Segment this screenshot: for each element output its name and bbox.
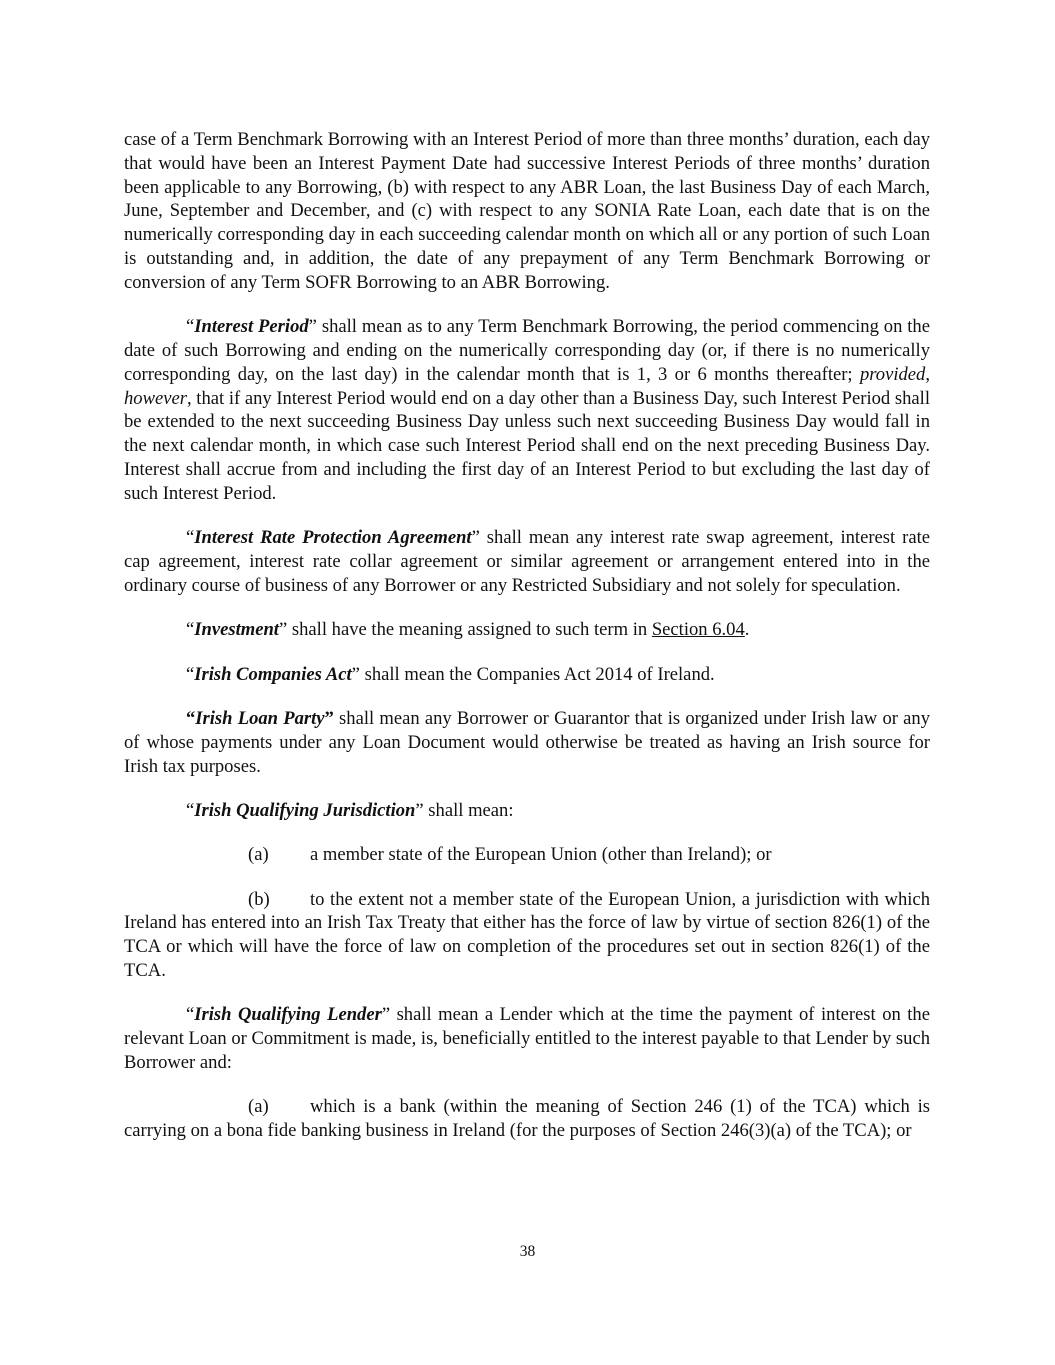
defined-term: Interest Period	[194, 316, 309, 338]
defined-term: Interest Rate Protection Agreement	[194, 527, 472, 549]
definition-investment	[124, 618, 930, 642]
close-quote: ”	[308, 316, 317, 338]
definition-irish-qualifying-jurisdiction	[124, 799, 930, 823]
definition-text: shall have the meaning assigned to such term in	[287, 619, 652, 641]
close-quote: ”	[351, 663, 360, 685]
definition-text: shall mean:	[423, 799, 514, 821]
definition-text: shall mean a Lender which at the time the payment of interest on the relevant Loan or Commitment is made, is, beneficially entitled to the interest payable to that Lender by such Borrower and:	[124, 1004, 931, 1074]
definition-text-continued: , that if any Interest Period would end on a day other than a Business Day, such Interest Period shall be extended to the next succeeding Business Day unless such next succeeding Business Day would fall in the next calendar month, in which case such Interest Period shall end on the next preceding Business Day. Interest shall accrue from and including the first day of an Interest Period to but excluding the last day of such Interest Period.	[124, 387, 930, 504]
open-quote: “	[186, 707, 196, 729]
clause-label: (b)	[248, 888, 270, 910]
close-quote: ”	[415, 799, 424, 821]
definition-text: shall mean as to any Term Benchmark Borrowing, the period commencing on the date of such Borrowing and ending on the numerically corresponding day (or, if there is no numerically corresponding day, on the last day) in the calendar month that is 1, 3 or 6 months thereafter;	[124, 316, 930, 385]
clause-text: which is a bank (within the meaning of Section 246 (1) of the TCA) which is carrying on a bona fide banking business in Ireland (for the purposes of Section 246(3)(a) of the TCA); or	[124, 1096, 930, 1142]
clause-b-jurisdiction	[124, 888, 930, 983]
definition-interest-rate-protection-agreement	[124, 526, 930, 597]
close-quote: ”	[381, 1004, 391, 1026]
italic-however: however	[124, 387, 187, 409]
open-quote: “	[186, 799, 195, 821]
close-quote: ”	[471, 527, 480, 549]
clause-text: a member state of the European Union (other than Ireland); or	[310, 844, 772, 866]
defined-term: Irish Loan Party	[195, 707, 325, 729]
close-quote: ”	[278, 619, 288, 641]
period: .	[744, 619, 750, 641]
clause-a-lender	[124, 1095, 930, 1143]
clause-a-jurisdiction	[124, 843, 930, 867]
defined-term: Irish Companies Act	[194, 663, 352, 685]
definition-text: shall mean any interest rate swap agreement, interest rate cap agreement, interest rate collar agreement or similar agreement or arrangement entered into in the ordinary course of business of any Borrower or any Restricted Subsidiary and not solely for speculation.	[124, 527, 930, 596]
close-quote: ”	[324, 707, 334, 729]
comma: ,	[925, 363, 930, 385]
section-reference-link[interactable]: Section 6.04	[651, 619, 745, 641]
definition-irish-qualifying-lender	[124, 1003, 930, 1074]
defined-term: Investment	[194, 619, 279, 641]
clause-text: to the extent not a member state of the European Union, a jurisdiction with which Ireland has entered into an Irish Tax Treaty that either has the force of law by virtue of section 826(1) of the TCA or which will have the force of law on completion of the procedures set out in section 826(1) of the TCA.	[124, 888, 930, 982]
open-quote: “	[186, 663, 195, 685]
open-quote: “	[186, 527, 195, 549]
paragraph-interest-payment-date-continued: case of a Term Benchmark Borrowing with an Interest Period of more than three months’ duration, each day that would have been an Interest Payment Date had successive Interest Periods of three months’ duration been applicable to any Borrowing, (b) with respect to any ABR Loan, the last Business Day of each March, June, September and December, and (c) with respect to any SONIA Rate Loan, each date that is on the numerically corresponding day in each succeeding calendar month on which all or any portion of such Loan is outstanding and, in addition, the date of any prepayment of any Term Benchmark Borrowing or conversion of any Term SOFR Borrowing to an ABR Borrowing.	[124, 129, 930, 293]
defined-term: Irish Qualifying Lender	[194, 1004, 382, 1026]
open-quote: “	[186, 316, 195, 338]
definition-irish-loan-party	[124, 707, 930, 778]
page-number: 38	[519, 1243, 536, 1260]
italic-provided: provided	[859, 363, 926, 385]
open-quote: “	[186, 1004, 195, 1026]
definition-interest-period	[124, 315, 930, 505]
definition-irish-companies-act	[124, 663, 930, 687]
definition-text: shall mean the Companies Act 2014 of Ireland.	[359, 663, 715, 685]
clause-label: (a)	[248, 844, 269, 866]
document-page	[124, 128, 930, 1164]
defined-term: Irish Qualifying Jurisdiction	[194, 799, 416, 821]
open-quote: “	[186, 619, 195, 641]
clause-label: (a)	[248, 1096, 269, 1118]
definition-text: shall mean any Borrower or Guarantor that is organized under Irish law or any of whose payments under any Loan Document would otherwise be treated as having an Irish source for Irish tax purposes.	[124, 707, 930, 777]
